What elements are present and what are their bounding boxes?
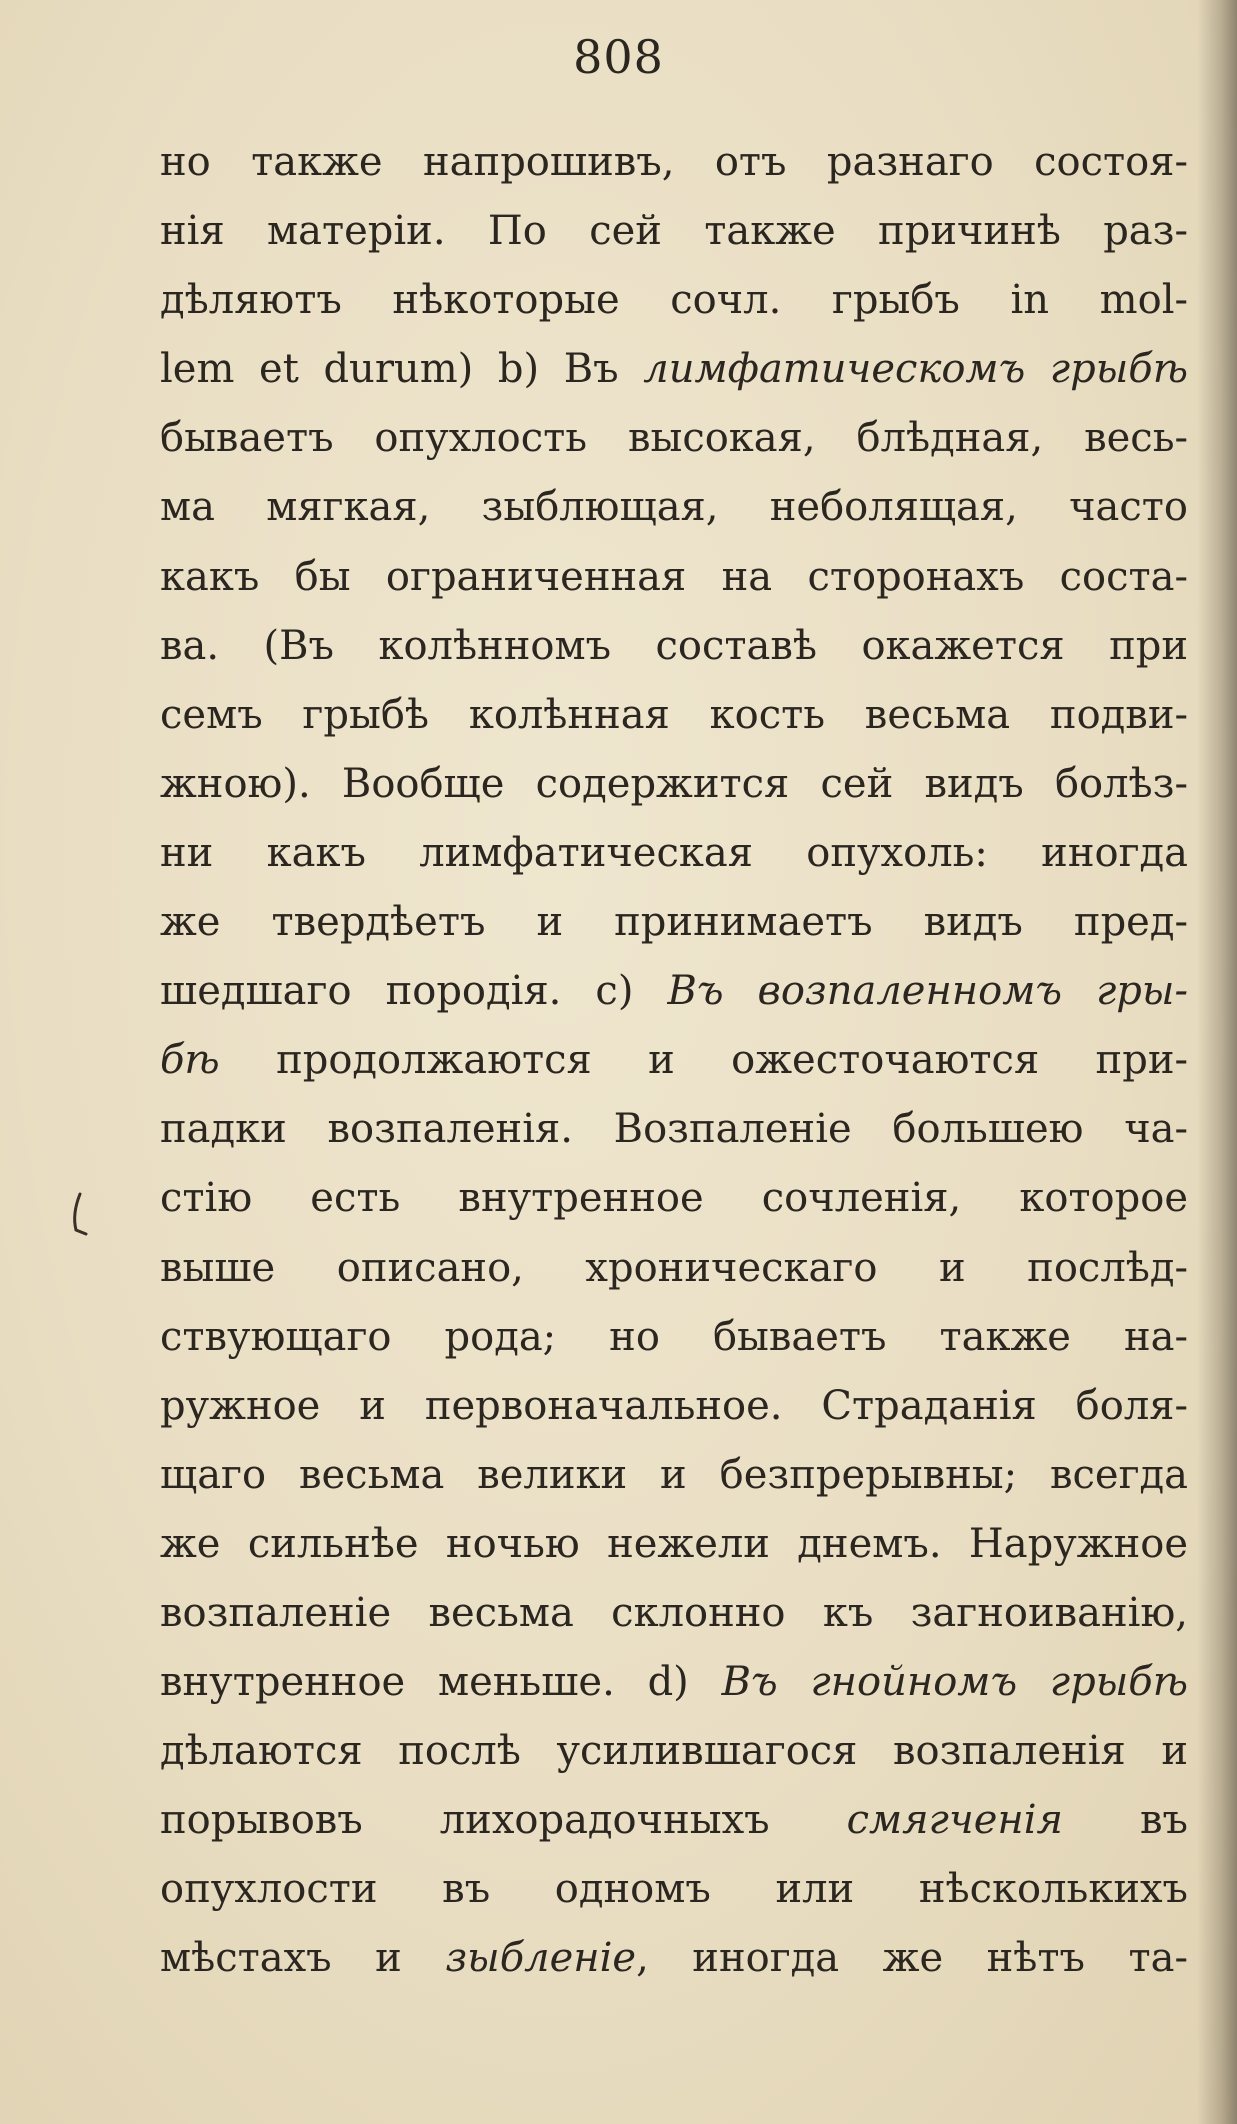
text-segment: въ xyxy=(1063,1797,1188,1844)
text-line xyxy=(160,1372,1188,1441)
text-line xyxy=(160,612,1188,681)
text-segment: дѣлаются послѣ усилившагося возпаленія и xyxy=(160,1728,1188,1775)
italic-text: Въ гнойномъ грыбѣ xyxy=(721,1659,1188,1706)
text-segment: семъ грыбѣ колѣнная кость весьма подви- xyxy=(160,691,1188,738)
margin-pencil-mark xyxy=(66,1192,88,1238)
text-segment: какъ бы ограниченная на сторонахъ соста- xyxy=(160,553,1188,600)
text-line xyxy=(160,473,1188,542)
text-line xyxy=(160,128,1188,197)
italic-text: Въ возпаленномъ гры- xyxy=(667,968,1188,1015)
text-line xyxy=(160,681,1188,750)
italic-text: бѣ xyxy=(160,1037,220,1084)
italic-text: лимфатическомъ грыбѣ xyxy=(643,346,1188,393)
text-line xyxy=(160,404,1188,473)
text-line xyxy=(160,819,1188,888)
text-line xyxy=(160,750,1188,819)
text-segment: стію есть внутренное сочленія, которое xyxy=(160,1175,1188,1222)
italic-text: зыбленіе xyxy=(445,1935,637,1982)
text-segment: lem et durum) b) Въ xyxy=(160,346,644,393)
text-segment: опухлости въ одномъ или нѣсколькихъ xyxy=(160,1866,1188,1913)
text-line xyxy=(160,266,1188,335)
text-segment: нія матеріи. По сей также причинѣ раз- xyxy=(160,208,1188,255)
text-line xyxy=(160,335,1188,404)
text-segment: ни какъ лимфатическая опухоль: иногда xyxy=(160,829,1188,876)
text-line xyxy=(160,1579,1188,1648)
text-line xyxy=(160,1441,1188,1510)
text-segment: бываетъ опухлость высокая, блѣдная, весь- xyxy=(160,415,1188,462)
text-segment: ствующаго рода; но бываетъ также на- xyxy=(160,1313,1188,1360)
text-segment: падки возпаленія. Возпаленіе большею ча- xyxy=(160,1106,1188,1153)
text-line xyxy=(160,1717,1188,1786)
text-line xyxy=(160,1026,1188,1095)
italic-text: смягченія xyxy=(846,1797,1064,1844)
page-number: 808 xyxy=(573,30,664,84)
text-line xyxy=(160,1234,1188,1303)
text-segment: жною). Вообще содержится сей видъ болѣз- xyxy=(160,760,1188,807)
text-segment: ма мягкая, зыблющая, неболящая, часто xyxy=(160,484,1188,531)
text-line xyxy=(160,197,1188,266)
body-text xyxy=(160,128,1188,1994)
text-line xyxy=(160,1924,1188,1993)
text-segment: же твердѣетъ и принимаетъ видъ пред- xyxy=(160,899,1188,946)
text-segment: выше описано, хроническаго и послѣд- xyxy=(160,1244,1188,1291)
text-segment: порывовъ лихорадочныхъ xyxy=(160,1797,847,1844)
text-segment: внутренное меньше. d) xyxy=(160,1659,722,1706)
text-segment: возпаленіе весьма склонно къ загноиванію, xyxy=(160,1589,1188,1636)
binding-shadow xyxy=(1197,0,1237,2124)
text-line xyxy=(160,543,1188,612)
text-segment: ва. (Въ колѣнномъ составѣ окажется при xyxy=(160,622,1188,669)
text-segment: ружное и первоначальное. Страданія боля- xyxy=(160,1382,1188,1429)
text-segment: же сильнѣе ночью нежели днемъ. Наружное xyxy=(160,1520,1188,1567)
text-line xyxy=(160,1510,1188,1579)
text-segment: мѣстахъ и xyxy=(160,1935,446,1982)
text-line xyxy=(160,1095,1188,1164)
text-line xyxy=(160,1303,1188,1372)
text-line xyxy=(160,1164,1188,1233)
text-line xyxy=(160,1648,1188,1717)
text-segment: но также напрошивъ, отъ разнаго состоя- xyxy=(160,139,1188,185)
text-segment: шедшаго породія. c) xyxy=(160,968,668,1015)
text-segment: дѣляютъ нѣкоторые сочл. грыбъ in mol- xyxy=(160,277,1188,324)
text-segment: , иногда же нѣтъ та- xyxy=(636,1935,1188,1982)
text-segment: щаго весьма велики и безпрерывны; всегда xyxy=(160,1451,1188,1498)
text-line xyxy=(160,957,1188,1026)
text-line xyxy=(160,1786,1188,1855)
text-line xyxy=(160,1855,1188,1924)
text-line xyxy=(160,888,1188,957)
text-segment: продолжаются и ожесточаются при- xyxy=(219,1037,1188,1084)
